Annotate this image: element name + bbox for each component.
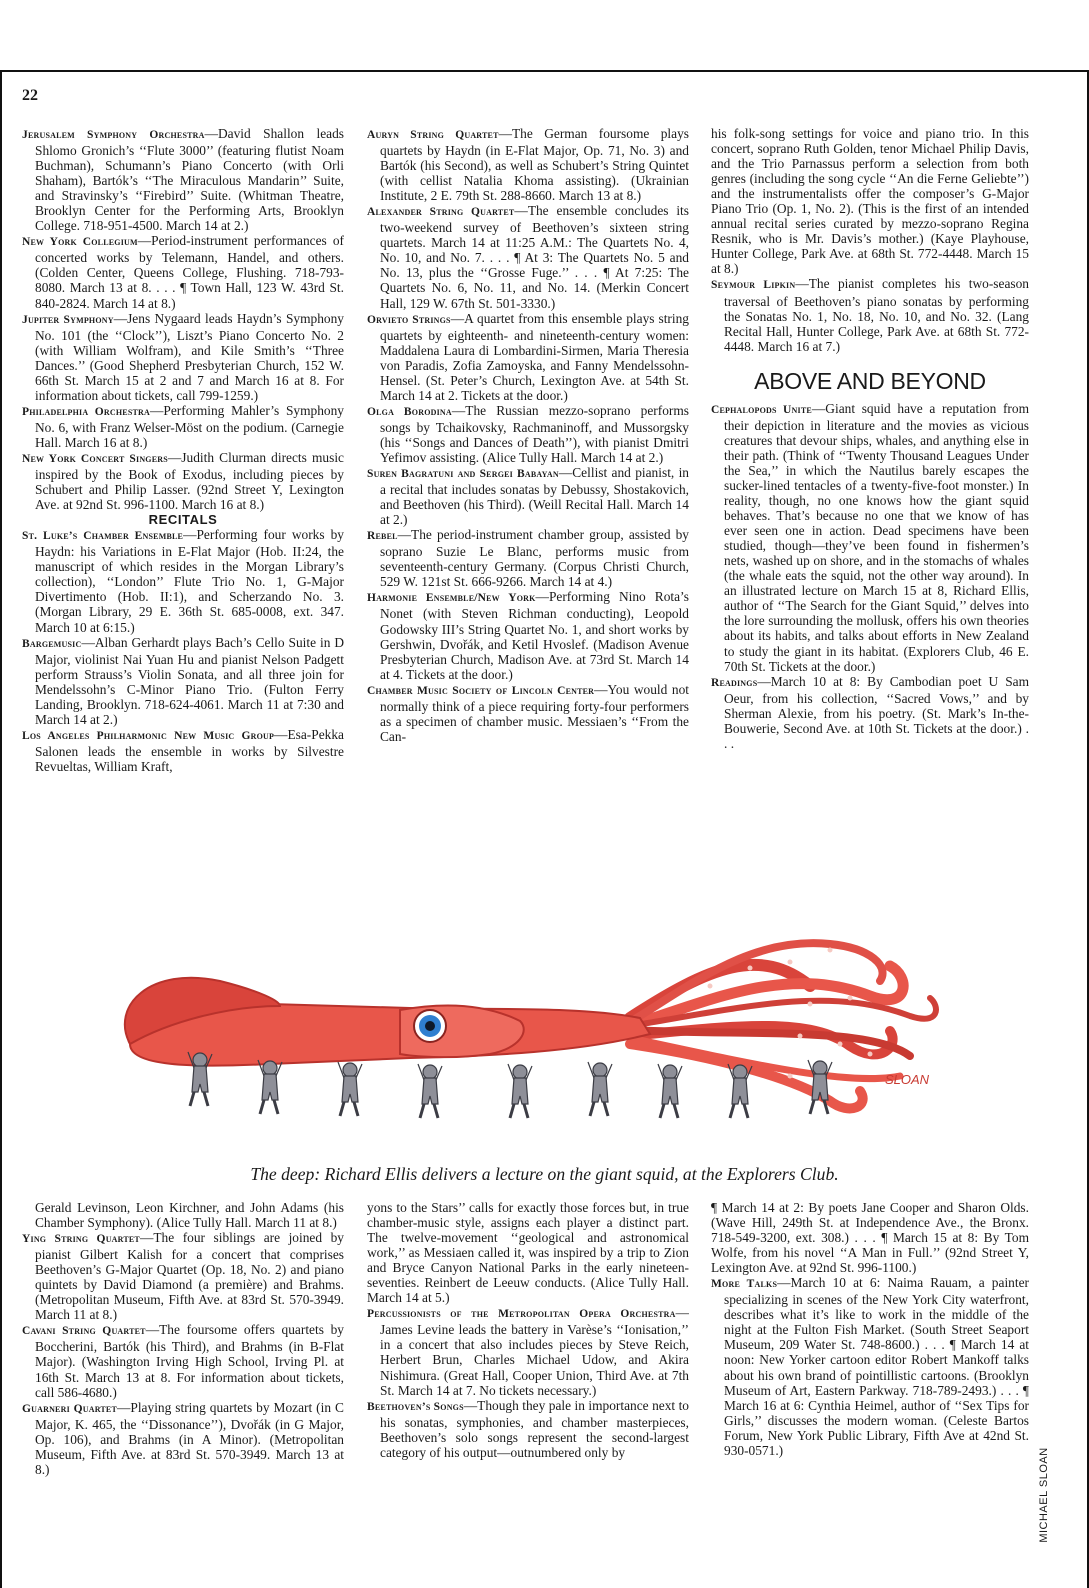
listing-entry xyxy=(711,674,1029,751)
listing-entry xyxy=(367,203,689,310)
listing-text: —Cellist and pianist, in a recital that includes sonatas by Debussy, Shostakovich, and Beethoven (his Third). (Weill Recital Hall. March 14 at 2.) xyxy=(380,465,689,528)
listing-text: —Period-instrument performances of concerted works by Telemann, Handel, and others. (Colden Center, Queens College, Flushing. 718-793-8080. March 13 at 8. . . . ¶ Town Hall, 123 W. 43rd St. 840-2824. March 14 at 8.) xyxy=(35,233,344,311)
listing-heading: Seymour Lipkin xyxy=(711,279,796,292)
giant-squid-illustration xyxy=(110,926,980,1158)
listing-entry xyxy=(367,126,689,203)
listing-text: —Performing four works by Haydn: his Variations in E-Flat Major (Hob. II:24, the manuscript of which resides in the Morgan Library’s collection), ‘‘London’’ Flute Trio No. 1, G-Major Divertimento (Hob. II:1), and Scherzando No. 3. (Morgan Library, 29 E. 36th St. 685-0008, ext. 347. March 10 at 6:15.) xyxy=(35,527,344,635)
listing-text: —The foursome offers quartets by Boccherini, Bartók (his Third), and Brahms (in B-Flat Major). (Washington Irving High School, Irving Pl. at 16th St. March 13 at 8. For information about tickets, call 586-4680.) xyxy=(35,1322,344,1400)
column-5 xyxy=(367,1200,689,1570)
listing-text: —Performing Nino Rota’s Nonet (with Steven Richman conducting), Leopold Godowsky III’s String Quartet No. 1, and short works by Gershwin, Dvořák, and Ketil Hvoslef. (Madison Avenue Presbyterian Church, Madison Ave. at 73rd St. March 14 at 4. Tickets at the door.) xyxy=(380,589,689,682)
continued-text: ¶ March 14 at 2: By poets Jane Cooper and Sharon Olds. (Wave Hill, 249th St. at Independence Ave., the Bronx. 718-549-3200, ext. 308.) . . . ¶ March 15 at 8: By Tom Wolfe, from his novel ‘‘A Man in Full.’’ (92nd Street Y, Lexington Ave. at 92nd St. 996-1100.) xyxy=(711,1200,1029,1276)
listing-heading: New York Concert Singers xyxy=(22,452,168,465)
listing-text: —Esa-Pekka Salonen leads the ensemble in works by Silvestre Revueltas, William Kraft, xyxy=(35,726,344,774)
listing-entry xyxy=(22,403,344,450)
listing-heading: Jerusalem Symphony Orchestra xyxy=(22,129,205,141)
listing-entry xyxy=(367,311,689,403)
listing-entry xyxy=(22,727,344,774)
listing-heading: Olga Borodina xyxy=(367,405,452,418)
listing-text: —David Shallon leads Shlomo Gronich’s ‘‘Flute 3000’’ (featuring flutist Noam Buchman), Schumann’s Piano Concerto (with Orli Shaham), Bartók’s ‘‘The Miraculous Mandarin’’ Suite, and Stravinsky’s ‘‘Firebird’’ Suite. (Whitman Theatre, Brooklyn Center for the Performing Arts, Brooklyn College. 718-951-4500. March 14 at 2.) xyxy=(35,126,344,234)
listing-heading: Orvieto Strings xyxy=(367,313,451,326)
listing-text: —The pianist completes his two-season traversal of Beethoven’s piano sonatas by performing the Sonatas No. 1, No. 18, No. 10, and No. 32. (Lang Recital Hall, Hunter College, Park Ave. at 68th St. 772-4448. March 16 at 7.) xyxy=(724,276,1029,354)
listing-entry xyxy=(367,589,689,681)
listing-text: —The period-instrument chamber group, assisted by soprano Suzie Le Blanc, performs music from seventeenth-century Germany. (Corpus Christi Church, 529 W. 121st St. 666-9266. March 14 at 4.) xyxy=(380,527,689,590)
listing-entry xyxy=(22,1230,344,1322)
listing-heading: Chamber Music Society of Lincoln Center xyxy=(367,684,595,697)
listing-entry xyxy=(711,276,1029,353)
listing-entry xyxy=(367,682,689,744)
listing-text: —Judith Clurman directs music inspired by the Book of Exodus, including pieces by Schubert and Philip Lasser. (92nd Street Y, Lexington Ave. at 92nd St. 996-1100. March 16 at 8.) xyxy=(35,449,344,513)
listing-entry xyxy=(22,1400,344,1477)
listing-entry xyxy=(367,1398,689,1460)
listing-text: —The four siblings are joined by pianist Gilbert Kalish for a concert that comprises Beethoven’s G-Major Quartet (Op. 18, No. 2) and piano quintets by David Diamond (a première) and Brahms. (Metropolitan Museum, Fifth Ave. at 83rd St. 570-3949. March 11 at 8.) xyxy=(35,1230,344,1323)
continued-text: his folk-song settings for voice and piano trio. In this concert, soprano Ruth Golden, tenor Michael Philip Davis, and the Trio Parnassus perform a selection from both genres (including the song cycle ‘‘An die Ferne Geliebte’’) and the instrumentalists offer the composer’s G-Major Piano Trio (Op. 1, No. 2). (This is the first of an intended annual recital series curated by mezzo-soprano Regina Resnik, who is Mr. Davis’s mother.) (Kaye Playhouse, Hunter College, Park Ave. at 68th St. 772-4448. March 15 at 8.) xyxy=(711,126,1029,277)
listing-entry xyxy=(711,1275,1029,1458)
listing-text: —The ensemble concludes its two-weekend survey of Beethoven’s sixteen string quartets. March 14 at 11:25 A.M.: The Quartets No. 4, No. 10, and No. 7. . . . ¶ At 3: The Quartets No. 5 and No. 13, plus the ‘‘Grosse Fuge.’’ . . . ¶ At 7:25: The Quartets No. 6, No. 11, and No. 14. (Merkin Concert Hall, 129 W. 67th St. 501-3330.) xyxy=(380,203,689,311)
column-2 xyxy=(367,126,689,916)
listing-group-3b xyxy=(711,401,1029,751)
photo-credit-text: MICHAEL SLOAN xyxy=(1038,1447,1050,1543)
listing-heading: Ying String Quartet xyxy=(22,1233,140,1246)
column-6 xyxy=(711,1200,1029,1570)
column-1 xyxy=(22,126,344,916)
listing-entry xyxy=(22,126,344,233)
listing-heading: Suren Bagratuni and Sergei Babayan xyxy=(367,468,559,481)
listing-heading: New York Collegium xyxy=(22,236,138,249)
listing-heading: Cephalopods Unite xyxy=(711,403,812,416)
section-heading-above-and-beyond: ABOVE AND BEYOND xyxy=(754,367,986,394)
listing-heading: Guarneri Quartet xyxy=(22,1402,117,1415)
column-3 xyxy=(711,126,1029,916)
section-heading-recitals: RECITALS xyxy=(148,512,218,528)
listing-text: —March 10 at 6: Naima Rauam, a painter specializing in scenes of the New York City waterfront, describes what it’s like to work in the middle of the night at the Fulton Fish Market. (South Street Seaport Museum, 209 Water St. 748-8600.) . . . ¶ March 14 at noon: New Yorker cartoon editor Robert Mankoff talks about his own brand of pointillistic cartoons. (Brooklyn Museum of Art, Eastern Parkway. 718-789-2493.) . . . ¶ March 16 at 6: Cynthia Heimel, author of ‘‘Sex Tips for Girls,’’ discusses the modern woman. (Celeste Bartos Forum, New York Public Library, Fifth Ave at 42nd St. 930-0571.) xyxy=(724,1275,1029,1458)
listing-group-1b xyxy=(22,527,344,774)
listing-entry xyxy=(367,403,689,465)
listing-group-5 xyxy=(367,1305,689,1459)
listing-text: —Though they pale in importance next to his sonatas, symphonies, and chamber masterpieces, Beethoven’s solo songs represent the second-largest category of his output—outnumbered only by xyxy=(380,1397,689,1460)
listing-text: —Performing Mahler’s Symphony No. 6, with Franz Welser-Möst on the podium. (Carnegie Hall. March 16 at 8.) xyxy=(35,402,344,450)
listing-text: —Playing string quartets by Mozart (in C Major, K. 465, the ‘‘Dissonance’’), Dvořák (in G Major, Op. 106), and Brahms (in A Minor). (Metropolitan Museum, Fifth Ave. at 83rd St. 570-3949. March 13 at 8.) xyxy=(35,1399,344,1477)
listing-heading: Auryn String Quartet xyxy=(367,129,499,141)
listing-heading: More Talks xyxy=(711,1278,778,1291)
listing-group-2 xyxy=(367,126,689,744)
listing-text: —The Russian mezzo-soprano performs songs by Tchaikovsky, Rachmaninoff, and Mussorgsky (his ‘‘Songs and Dances of Death’’), with pianist Dmitri Yefimov assisting. (Alice Tully Hall. March 14 at 2.) xyxy=(380,402,689,465)
listing-text: —Giant squid have a reputation from their depiction in literature and the movies as vicious creatures that devour ships, whales, and anything else in their path. (Think of ‘‘Twenty Thousand Leagues Under the Sea,’’ in which the Nautilus barely escapes the sucker-lined tentacles of a twenty-five-foot monster.) In reality, though, no one knows how the giant squid behaves. That’s because no one that we know of has ever seen one in action. Dead specimens have been studied, though—they’ve been found in fishermen’s nets, washed up on shore, and in the stomachs of whales (the whale eats the squid, not the other way around). In an illustrated lecture on March 15 at 8, Richard Ellis, author of ‘‘The Search for the Giant Squid,’’ delves into the lore surrounding the mollusk, offers his own theories about its habits, and talks about efforts in New Zealand to study the giant in its habitat. (Explorers Club, 46 E. 70th St. Tickets at the door.) xyxy=(724,400,1029,674)
listing-entry xyxy=(22,635,344,727)
listing-entry xyxy=(22,1322,344,1399)
listing-heading: Beethoven’s Songs xyxy=(367,1400,464,1413)
listing-group-1 xyxy=(22,126,344,512)
listing-entry xyxy=(367,527,689,589)
listing-entry xyxy=(22,311,344,403)
listing-group-3 xyxy=(711,276,1029,353)
illustration-signature: SLOAN xyxy=(885,1072,930,1087)
listing-text: —You would not normally think of a piece requiring forty-four performers as a specimen of chamber music. Messiaen’s ‘‘From the Can- xyxy=(380,681,689,744)
illustration-caption: The deep: Richard Ellis delivers a lecture on the giant squid, at the Explorers Club. xyxy=(250,1164,839,1184)
listing-text: —James Levine leads the battery in Varèse’s ‘‘Ionisation,’’ in a concert that also includes pieces by Steve Reich, Herbert Brun, Charles Michael Udow, and Akira Nishimura. (Great Hall, Cooper Union, Third Ave. at 7th St. March 14 at 7. No tickets necessary.) xyxy=(380,1305,689,1398)
listing-heading: Percussionists of the Metropolitan Opera Orchestra xyxy=(367,1308,676,1321)
listing-heading: Bargemusic xyxy=(22,637,82,650)
listing-heading: Rebel xyxy=(367,530,398,543)
listing-entry xyxy=(367,465,689,527)
listing-heading: Harmonie Ensemble/New York xyxy=(367,592,536,605)
listing-entry xyxy=(22,450,344,512)
page-number: 22 xyxy=(22,87,38,104)
listing-heading: Readings xyxy=(711,676,758,689)
listing-heading: Los Angeles Philharmonic New Music Group xyxy=(22,729,275,742)
listing-text: —March 10 at 8: By Cambodian poet U Sam Oeur, from his collection, ‘‘Sacred Vows,’’ and by Sherman Alexie, from his poetry. (St. Mark’s In-the-Bouwerie, Second Ave. at 10th St. Tickets at the door.) . . . xyxy=(724,673,1029,751)
listing-text: —Jens Nygaard leads Haydn’s Symphony No. 101 (the ‘‘Clock’’), Liszt’s Piano Concerto No. 2 (with William Wolfram), and Kile Smith’s ‘‘Three Dances.’’ (Good Shepherd Presbyterian Church, 152 W. 66th St. March 15 at 2 and 7 and March 16 at 8. For information about tickets, call 799-1259.) xyxy=(35,310,344,403)
listing-entry xyxy=(367,1305,689,1397)
listing-entry xyxy=(711,401,1029,674)
column-4 xyxy=(22,1200,344,1570)
listing-heading: Cavani String Quartet xyxy=(22,1325,146,1338)
listing-entry xyxy=(22,527,344,634)
listing-heading: Jupiter Symphony xyxy=(22,313,114,326)
listing-group-6 xyxy=(711,1275,1029,1458)
photo-credit xyxy=(1036,1430,1052,1560)
listing-text: —The German foursome plays quartets by Haydn (in E-Flat Major, Op. 71, No. 3) and Bartók (his Second), as well as Schubert’s String Quintet (with cellist Natalia Khoma assisting). (Ukrainian Institute, 2 E. 79th St. 288-8660. March 13 at 8.) xyxy=(380,126,689,204)
listing-heading: Philadelphia Orchestra xyxy=(22,405,150,418)
continued-text: yons to the Stars’’ calls for exactly those forces but, in true chamber-music style, assigns each player a distinct part. The twelve-movement ‘‘geological and astronomical work,’’ as Messiaen called it, was inspired by a trip to Zion and Bryce Canyon National Parks in the early nineteen-seventies. Reinbert de Leeuw conducts. (Alice Tully Hall. March 14 at 5.) xyxy=(367,1200,689,1306)
listing-heading: St. Luke’s Chamber Ensemble xyxy=(22,530,184,543)
continued-text: Gerald Levinson, Leon Kirchner, and John Adams (his Chamber Symphony). (Alice Tully Hall. March 11 at 8.) xyxy=(35,1200,344,1231)
listing-group-4 xyxy=(22,1230,344,1477)
listing-entry xyxy=(22,233,344,310)
listing-text: —A quartet from this ensemble plays string quartets by eighteenth- and nineteenth-century women: Maddalena Laura di Lombardini-Sirmen, Maria Theresia von Paradis, Zofia Zamoyska, and Fanny Mendelssohn-Hensel. (St. Peter’s Church, Lexington Ave. at 54th St. March 14 at 2. Tickets at the door.) xyxy=(380,310,689,403)
listing-text: —Alban Gerhardt plays Bach’s Cello Suite in D Major, violinist Nai Yuan Hu and pianist Nelson Padgett perform Strauss’s Violin Sonata, and all three join for Mendelssohn’s C-Minor Piano Trio. (Fulton Ferry Landing, Brooklyn. 718-624-4061. March 11 at 7:30 and March 14 at 2.) xyxy=(35,634,344,727)
listing-heading: Alexander String Quartet xyxy=(367,206,515,219)
